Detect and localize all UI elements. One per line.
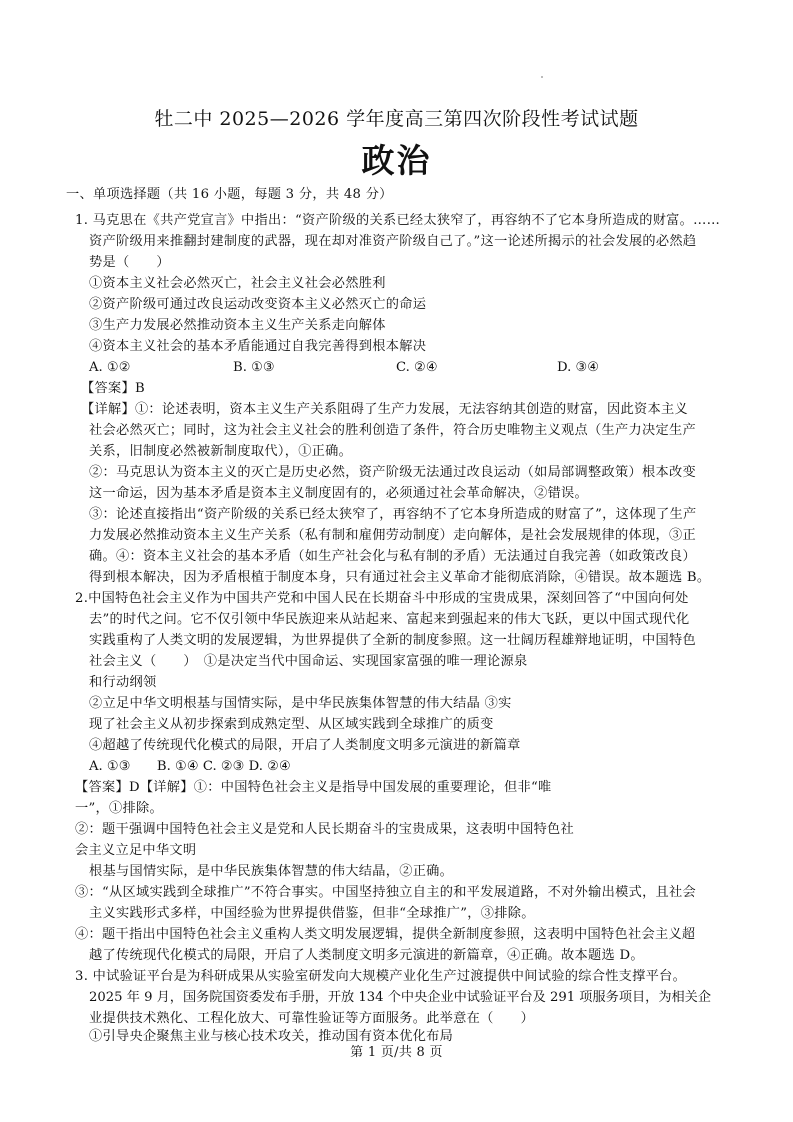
q1-statement: ④资本主义社会的基本矛盾能通过自我完善得到根本解决	[89, 339, 427, 354]
q1-explanation-line: ③：论述直接指出“资产阶级的关系已经太狭窄了，再容纳不了它本身所造成的财富了”，这体现了生产	[89, 507, 697, 522]
q1-stem-line: 势是（ ）	[89, 255, 170, 270]
q1-explanation-line: 关系，旧制度必然被新制度取代），①正确。	[89, 444, 353, 459]
q2-stem-line: 社会主义（ ） ①是决定当代中国命运、实现国家富强的唯一理论源泉	[89, 654, 528, 669]
subject-title: 政治	[361, 141, 432, 180]
q2-stem-line: 去”的时代之问。它不仅引领中华民族迎来从站起来、富起来到强起来的伟大飞跃，更以中国式现代化	[89, 612, 690, 627]
exam-title: 牡二中 2025—2026 学年度高三第四次阶段性考试试题	[154, 108, 639, 130]
q2-explanation-line: 会主义立足中华文明	[75, 843, 197, 858]
q2-explanation-line: 越了传统现代化模式的局限，开启了人类制度文明多元演进的新篇章，④正确。故本题选 D。	[89, 948, 644, 963]
q1-statement: ③生产力发展必然推动资本主义生产关系走向解体	[89, 318, 386, 333]
q1-explanation-line: ②：马克思认为资本主义的灭亡是历史必然，资产阶级无法通过改良运动（如局部调整政策）根本改变	[89, 465, 696, 480]
q1-stem-line: 资产阶级用来推翻封建制度的武器，现在却对准资产阶级自己了。”这一论述所揭示的社会发展的必然趋	[89, 234, 697, 249]
q3-stem-line: 2025 年 9 月，国务院国资委发布手册，开放 134 个中央企业中试验证平台及 291 项服务项目，为相关企	[89, 990, 712, 1005]
q1-explanation-line: 力发展必然推动资本主义生产关系（私有制和雇佣劳动制度）走向解体，是社会发展规律的体现，③正	[89, 528, 696, 543]
q2-explanation-line: ③：“从区域实践到全球推广”不符合事实。中国坚持独立自主的和平发展道路，不对外输出模式，且社会	[75, 885, 697, 900]
q2-explanation-line: 主义实践形式多样，中国经验为世界提供借鉴，但非“全球推广”，③排除。	[89, 906, 535, 921]
scan-dot	[541, 76, 543, 78]
q1-statement: ①资本主义社会必然灭亡，社会主义社会必然胜利	[89, 276, 386, 291]
page-number: 第 1 页/共 8 页	[350, 1045, 443, 1060]
q3-stem-line: 业提供技术熟化、工程化放大、可靠性验证等方面服务。此举意在（ ）	[89, 1011, 535, 1026]
q1-explanation-line: 确。④：资本主义社会的基本矛盾（如生产社会化与私有制的矛盾）无法通过自我完善（如政策改良）	[89, 549, 696, 564]
q1-option-d: D. ③④	[557, 360, 600, 375]
q2-explanation-line: ②：题干强调中国特色社会主义是党和人民长期奋斗的宝贵成果，这表明中国特色社	[75, 822, 575, 837]
q1-explanation-line: 社会必然灭亡；同时，这为社会主义社会的胜利创造了条件，符合历史唯物主义观点（生产力决定生产	[89, 423, 696, 438]
q2-explanation-line: 【答案】D【详解】①：中国特色社会主义是指导中国发展的重要理论，但非“唯	[75, 780, 552, 795]
q2-statement: ②立足中华文明根基与国情实际，是中华民族集体智慧的伟大结晶 ③实	[89, 696, 512, 711]
q2-stem-line: 2.中国特色社会主义作为中国共产党和中国人民在长期奋斗中形成的宝贵成果，深刻回答了“中国向何处	[75, 591, 689, 606]
q2-statement: 现了社会主义从初步探索到成熟定型、从区域实践到全球推广的质变	[89, 717, 494, 732]
q3-stem-line: 3. 中试验证平台是为科研成果从实验室研发向大规模产业化生产过渡提供中间试验的综合性支撑平台。	[75, 969, 687, 984]
section-heading: 一、单项选择题（共 16 小题，每题 3 分，共 48 分）	[66, 187, 393, 202]
q2-explanation-line: 一”，①排除。	[75, 801, 163, 816]
q2-explanation-line: 根基与国情实际，是中华民族集体智慧的伟大结晶，②正确。	[89, 864, 454, 879]
q3-statement: ①引导央企聚焦主业与核心技术攻关，推动国有资本优化布局	[89, 1029, 454, 1044]
q2-stem-line: 实践重构了人类文明的发展逻辑，为世界提供了全新的制度参照。这一壮阔历程雄辩地证明，中国特色	[89, 633, 696, 648]
q1-answer: 【答案】B	[81, 381, 145, 396]
q1-stem-line: 1. 马克思在《共产党宣言》中指出：“资产阶级的关系已经太狭窄了，再容纳不了它本身所造成的财富。……	[75, 213, 721, 228]
q2-options: A. ①③ B. ①④ C. ②③ D. ②④	[89, 759, 291, 774]
q2-stem-line: 和行动纲领	[89, 675, 157, 690]
q1-statement: ②资产阶级可通过改良运动改变资本主义必然灭亡的命运	[89, 297, 427, 312]
q1-option-b: B. ①③	[233, 360, 275, 375]
q1-option-c: C. ②④	[396, 360, 438, 375]
q1-explanation-line: 得到根本解决，因为矛盾根植于制度本身，只有通过社会主义革命才能彻底消除，④错误。故本题选 B。	[89, 570, 711, 585]
q1-explanation-line: 【详解】①：论述表明，资本主义生产关系阻碍了生产力发展，无法容纳其创造的财富，因此资本主义	[81, 402, 688, 417]
q2-explanation-line: ④：题干指出中国特色社会主义重构人类文明发展逻辑，提供全新制度参照，这表明中国特色社会主义超	[75, 927, 696, 942]
q2-statement: ④超越了传统现代化模式的局限，开启了人类制度文明多元演进的新篇章	[89, 738, 521, 753]
q1-option-a: A. ①②	[89, 360, 131, 375]
q1-explanation-line: 这一命运，因为基本矛盾是资本主义制度固有的，必须通过社会革命解决，②错误。	[89, 486, 589, 501]
